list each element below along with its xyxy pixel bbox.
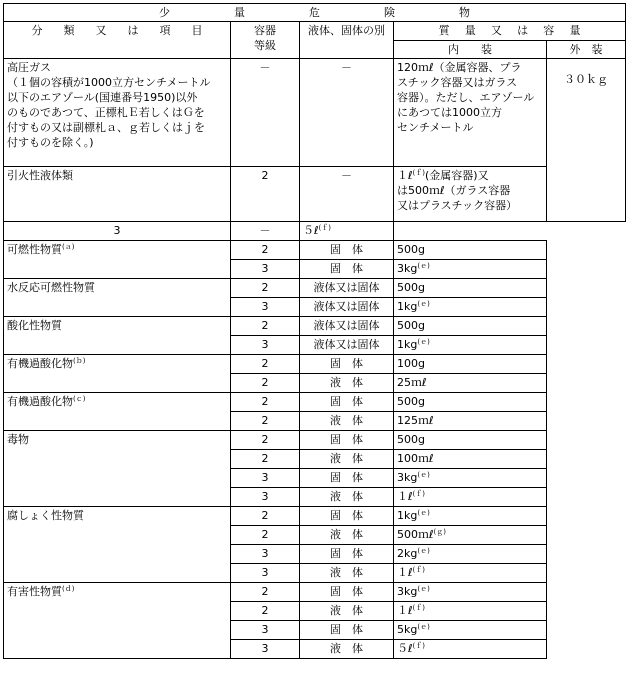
- inner-cell: [394, 412, 547, 431]
- note-ref: (ｆ): [318, 224, 332, 232]
- note-ref: (ｆ): [412, 566, 426, 574]
- gas-inner-cell: [394, 59, 547, 167]
- inner-value: 100ｍℓ: [397, 452, 434, 465]
- note-ref: (ｆ): [412, 604, 426, 612]
- header-char: 量: [464, 24, 476, 37]
- state-cell: 固 体: [300, 583, 394, 602]
- note-ref: (ｅ): [417, 547, 430, 555]
- inner-value-after: (金属容器)又: [425, 169, 489, 182]
- category-cell: [4, 167, 231, 222]
- grade-cell: 3: [4, 222, 231, 241]
- inner-cell: [394, 374, 547, 393]
- outer-packaging-value: ３０ｋｇ: [547, 59, 626, 222]
- gas-inner-line: 120ｍℓ（金属容器、プラ: [397, 61, 522, 74]
- state-cell: 液体又は固体: [300, 279, 394, 298]
- header-char: 又: [95, 24, 107, 37]
- note-ref: (ｂ): [73, 357, 86, 365]
- grade-cell: 2: [231, 393, 300, 412]
- inner-value: １ℓ: [397, 169, 413, 182]
- gas-note-line: 付すもの又は副標札ａ、ｇ若しくはｊを: [7, 121, 205, 134]
- grade-cell: 3: [231, 260, 300, 279]
- inner-cell: [394, 469, 547, 488]
- inner-cell: [394, 488, 547, 507]
- grade-cell: 3: [231, 469, 300, 488]
- inner-value: 25ｍℓ: [397, 376, 427, 389]
- grade-cell: 3: [231, 298, 300, 317]
- header-char: 項: [159, 24, 171, 37]
- inner-value: 3kg: [397, 471, 418, 484]
- inner-value: 3kg: [397, 585, 418, 598]
- header-char: 目: [191, 24, 203, 37]
- state-cell: 固 体: [300, 469, 394, 488]
- state-cell: －: [300, 167, 394, 222]
- title-char: 少: [159, 6, 170, 19]
- inner-value: １ℓ: [397, 604, 413, 617]
- category-label: 引火性液体類: [7, 169, 73, 182]
- note-ref: (ｆ): [412, 169, 426, 177]
- grade-cell: 2: [231, 167, 300, 222]
- state-cell: 液 体: [300, 640, 394, 659]
- header-char: 又: [490, 24, 502, 37]
- category-label: 有機過酸化物: [7, 395, 73, 408]
- inner-cell: [394, 241, 547, 260]
- inner-value: 1kg: [397, 338, 418, 351]
- header-container-grade-line2: 等級: [254, 39, 276, 52]
- gas-note-line: のものであつて、正標札Ｅ若しくはＧを: [7, 106, 205, 119]
- note-ref: (ｅ): [417, 338, 430, 346]
- category-cell: [4, 355, 231, 393]
- state-cell: 液 体: [300, 412, 394, 431]
- inner-value: １ℓ: [397, 566, 413, 579]
- inner-cell: [394, 507, 547, 526]
- state-cell: 固 体: [300, 355, 394, 374]
- note-ref: (ｆ): [412, 490, 426, 498]
- inner-value-line: 又はプラスチック容器）: [397, 199, 518, 212]
- inner-cell: [394, 317, 547, 336]
- note-ref: (ｅ): [417, 623, 430, 631]
- inner-cell: [394, 431, 547, 450]
- inner-value: 500g: [397, 281, 425, 294]
- grade-cell: 3: [231, 564, 300, 583]
- title-char: 険: [384, 6, 395, 19]
- inner-value: 1kg: [397, 300, 418, 313]
- note-ref: (ｄ): [62, 585, 75, 593]
- state-cell: 固 体: [300, 507, 394, 526]
- gas-note-line: 付すものを除く。): [7, 136, 94, 149]
- note-ref: (ｃ): [73, 395, 86, 403]
- state-cell: 固 体: [300, 545, 394, 564]
- grade-cell: 3: [231, 545, 300, 564]
- inner-value: 500g: [397, 243, 425, 256]
- inner-cell: [394, 260, 547, 279]
- inner-cell: [394, 583, 547, 602]
- category-label: 毒物: [7, 433, 29, 446]
- header-char: 分: [31, 24, 43, 37]
- category-label: 酸化性物質: [7, 319, 62, 332]
- header-char: は: [517, 24, 529, 37]
- state-cell: 固 体: [300, 431, 394, 450]
- inner-value: 1kg: [397, 509, 418, 522]
- category-cell: [4, 507, 231, 583]
- grade-cell: 2: [231, 355, 300, 374]
- inner-value: 500g: [397, 433, 425, 446]
- gas-inner-line: 容器）。ただし、エアゾール: [397, 91, 535, 104]
- inner-value: １ℓ: [397, 490, 413, 503]
- category-label: 有害性物質: [7, 585, 62, 598]
- gas-category-cell: [4, 59, 231, 167]
- grade-cell: 2: [231, 374, 300, 393]
- state-cell: 液 体: [300, 526, 394, 545]
- note-ref: (ｇ): [433, 528, 447, 536]
- inner-cell: [394, 526, 547, 545]
- header-char: 類: [63, 24, 75, 37]
- inner-cell: [394, 545, 547, 564]
- inner-value: ５ℓ: [303, 224, 319, 237]
- inner-cell: [394, 336, 547, 355]
- inner-value: 2kg: [397, 547, 418, 560]
- small-quantity-dangerous-goods-table: [3, 3, 626, 659]
- header-char: 容: [543, 24, 555, 37]
- inner-cell: [394, 602, 547, 621]
- note-ref: (ｅ): [417, 585, 430, 593]
- grade-cell: 2: [231, 412, 300, 431]
- inner-cell: [394, 564, 547, 583]
- note-ref: (ｅ): [417, 300, 430, 308]
- category-label: 有機過酸化物: [7, 357, 73, 370]
- inner-value: 125ｍℓ: [397, 414, 434, 427]
- grade-cell: 3: [231, 640, 300, 659]
- category-cell: [4, 317, 231, 355]
- state-cell: 固 体: [300, 393, 394, 412]
- inner-cell: [394, 450, 547, 469]
- header-inner: 内 装: [394, 41, 547, 59]
- gas-label: 高圧ガス: [7, 61, 51, 74]
- inner-value: 500g: [397, 319, 425, 332]
- header-char: 量: [569, 24, 581, 37]
- header-quantity: [394, 22, 626, 41]
- grade-cell: 2: [231, 583, 300, 602]
- grade-cell: 2: [231, 602, 300, 621]
- header-classification: [4, 22, 231, 59]
- inner-value: ５ℓ: [397, 642, 413, 655]
- inner-value: 5kg: [397, 623, 418, 636]
- state-cell: 液体又は固体: [300, 298, 394, 317]
- gas-note-line: 以下のエアゾール(国連番号1950)以外: [7, 91, 198, 104]
- inner-cell: [394, 167, 547, 222]
- state-cell: 液体又は固体: [300, 317, 394, 336]
- header-char: は: [127, 24, 139, 37]
- category-cell: [4, 431, 231, 507]
- grade-cell: 2: [231, 241, 300, 260]
- note-ref: (ｅ): [417, 471, 430, 479]
- category-cell: [4, 583, 231, 659]
- state-cell: 液 体: [300, 602, 394, 621]
- category-cell: [4, 393, 231, 431]
- state-cell: －: [231, 222, 300, 241]
- note-ref: (ｅ): [417, 262, 430, 270]
- category-label: 水反応可燃性物質: [7, 281, 95, 294]
- category-cell: [4, 279, 231, 317]
- inner-cell: [394, 621, 547, 640]
- note-ref: (ａ): [62, 243, 75, 251]
- state-cell: 固 体: [300, 621, 394, 640]
- grade-cell: 3: [231, 336, 300, 355]
- header-outer: 外 装: [547, 41, 626, 59]
- state-cell: 液 体: [300, 564, 394, 583]
- title-char: 危: [309, 6, 320, 19]
- inner-cell: [394, 393, 547, 412]
- grade-cell: 2: [231, 450, 300, 469]
- state-cell: 液体又は固体: [300, 336, 394, 355]
- state-cell: 液 体: [300, 488, 394, 507]
- grade-cell: 2: [231, 279, 300, 298]
- header-char: 質: [438, 24, 450, 37]
- grade-cell: 2: [231, 431, 300, 450]
- gas-inner-line: にあつては1000立方: [397, 106, 502, 119]
- inner-cell: [394, 298, 547, 317]
- inner-value-line: は500ｍℓ（ガラス容器: [397, 184, 511, 197]
- gas-inner-line: センチメートル: [397, 121, 474, 134]
- gas-grade: －: [231, 59, 300, 167]
- inner-value: 500ｍℓ: [397, 528, 434, 541]
- category-label: 可燃性物質: [7, 243, 62, 256]
- header-container-grade: [231, 22, 300, 59]
- state-cell: 固 体: [300, 260, 394, 279]
- header-container-grade-line1: 容器: [254, 24, 276, 37]
- state-cell: 液 体: [300, 374, 394, 393]
- inner-value: 3kg: [397, 262, 418, 275]
- state-cell: 液 体: [300, 450, 394, 469]
- inner-cell: [300, 222, 394, 241]
- grade-cell: 2: [231, 317, 300, 336]
- gas-inner-line: スチック容器又はガラス: [397, 76, 518, 89]
- title-char: 量: [234, 6, 245, 19]
- note-ref: (ｅ): [417, 509, 430, 517]
- inner-cell: [394, 640, 547, 659]
- category-cell: [4, 241, 231, 279]
- inner-value: 500g: [397, 395, 425, 408]
- gas-state: －: [300, 59, 394, 167]
- title-char: 物: [459, 6, 470, 19]
- grade-cell: 2: [231, 526, 300, 545]
- grade-cell: 3: [231, 488, 300, 507]
- inner-cell: [394, 279, 547, 298]
- gas-note-line: （１個の容積が1000立方センチメートル: [7, 76, 211, 89]
- category-label: 腐しょく性物質: [7, 509, 84, 522]
- state-cell: 固 体: [300, 241, 394, 260]
- header-state: 液体、固体の別: [300, 22, 394, 59]
- grade-cell: 2: [231, 507, 300, 526]
- note-ref: (ｆ): [412, 642, 426, 650]
- inner-cell: [394, 355, 547, 374]
- grade-cell: 3: [231, 621, 300, 640]
- inner-value: 100g: [397, 357, 425, 370]
- table-title: [4, 4, 626, 22]
